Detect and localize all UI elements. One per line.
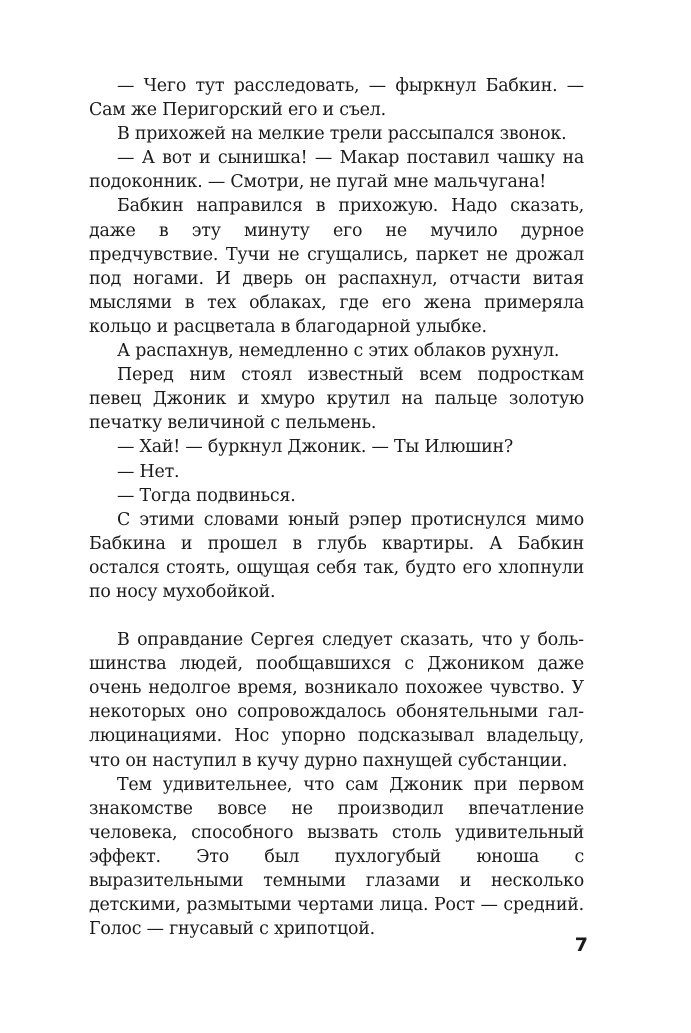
paragraph-8: — Нет. [117, 461, 180, 482]
paragraph-9: — Тогда подвинься. [117, 485, 296, 506]
paragraph-3: — А вот и сынишка! — Макар поставил чашку на подоконник. — Смотри, не пугай мне мальчугана! [89, 148, 584, 193]
paragraph-6: Перед ним стоял известный всем подросткам певец Джоник и хмуро крутил на пальце золотую печатку величиной с пельмень. [89, 365, 584, 434]
paragraph-1: — Чего тут расследовать, — фыркнул Бабкин. — Сам же Перигорский его и съел. [89, 76, 584, 121]
paragraph-7: — Хай! — буркнул Джоник. — Ты Илюшин? [117, 437, 514, 458]
paragraph-2: В прихожей на мелкие трели рассыпался звонок. [117, 124, 567, 145]
page-number: 7 [574, 934, 588, 956]
paragraph-12: Тем удивительнее, что сам Джоник при первом знакомстве вовсе не производил впечатление человека, способного вызвать столь удивительный эффект. Это был пухлогубый юноша с выразительными темными глазами и несколько детскими, размытыми чертами лица. Рост — средний. Голос — гнусавый с хрипотцой. [89, 774, 584, 940]
paragraph-11: В оправдание Сергея следует сказать, что у большинства людей, пообщавшихся с Джоником даже очень недолгое время, возникало похожее чувство. У некоторых оно сопровождалось обонятельными галлюцинациями. Нос упорно подсказывал владельцу, что он наступил в кучу дурно пахнущей субстанции. [89, 630, 584, 771]
paragraph-10: С этими словами юный рэпер протиснулся мимо Бабкина и прошел в глубь квартиры. А Бабкин остался стоять, ощущая себя так, будто его хлопнули по носу мухобойкой. [89, 509, 584, 602]
book-page-text [89, 74, 584, 941]
paragraph-4: Бабкин направился в прихожую. Надо сказать, даже в эту минуту его не мучило дурное предчувствие. Тучи не сгущались, паркет не дрожал под ногами. И дверь он распахнул, отчасти витая мыслями в тех облаках, где его жена примеряла кольцо и расцветала в благодарной улыбке. [89, 196, 584, 337]
paragraph-5: А распахнув, немедленно с этих облаков рухнул. [117, 341, 560, 362]
